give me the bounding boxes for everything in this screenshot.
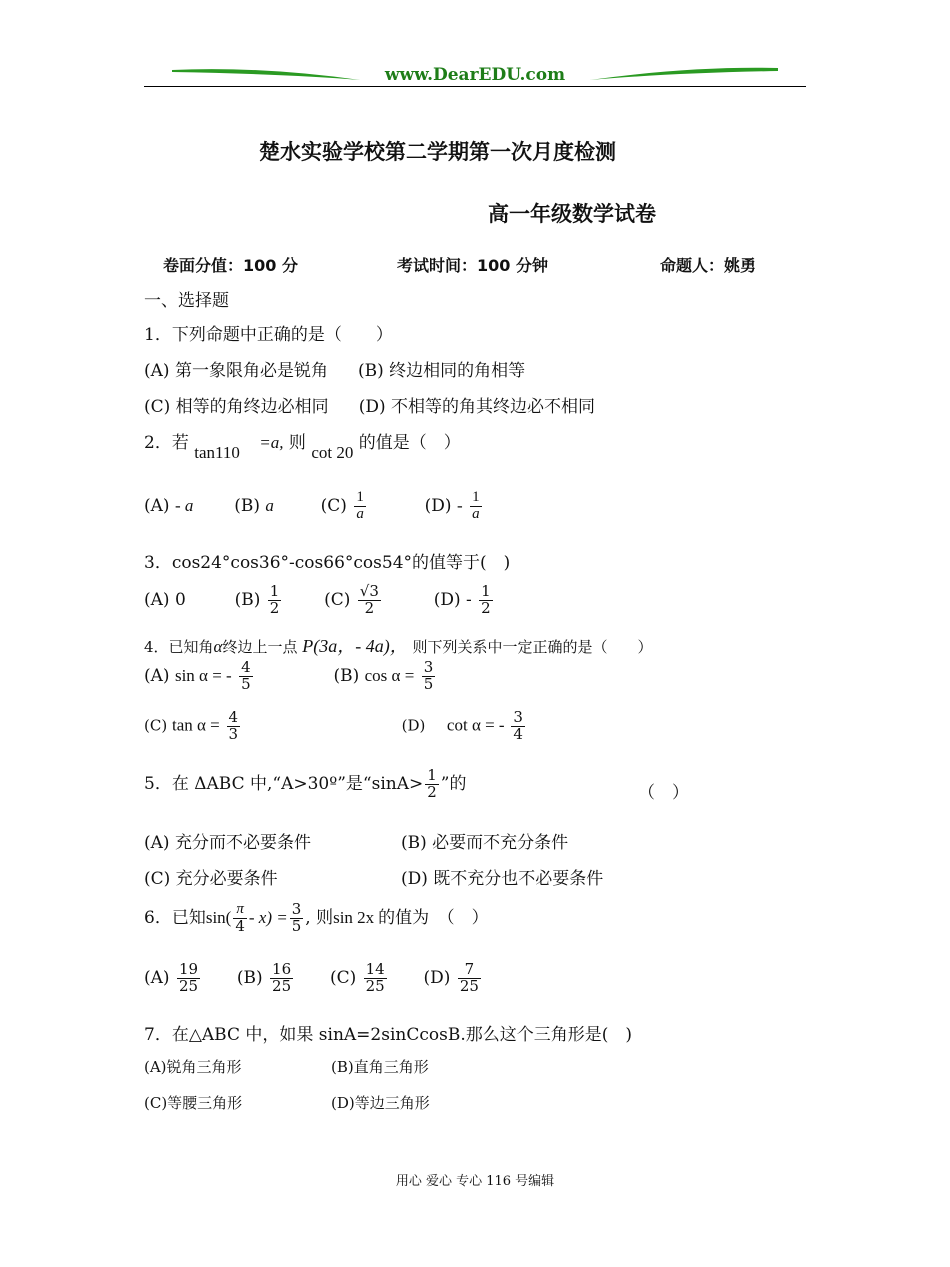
q6-option-d-label: (D) — [423, 967, 451, 988]
q3-b-num: 1 — [269, 582, 280, 600]
q4-d-den: 4 — [513, 724, 523, 743]
q4-option-b-fraction — [422, 660, 436, 693]
q2-options — [144, 490, 484, 523]
q2-option-c-fraction — [354, 490, 366, 523]
q6-option-c-fraction — [364, 962, 387, 995]
q4-option-d-label: (D) — [401, 716, 426, 735]
q2-option-a-label: (A) — [144, 495, 170, 516]
q6-d-den: 25 — [459, 976, 479, 995]
q4-options-ab — [144, 660, 437, 693]
page-footer: 用心 爱心 专心 116 号编辑 — [395, 1174, 555, 1189]
q5-stem-text: 5．在 ΔABC 中,“A>30º”是“sinA> — [144, 773, 424, 794]
q4-c-num: 4 — [228, 708, 239, 726]
q2-expr-cot: cot 20 — [311, 443, 354, 462]
q6-option-b-fraction — [270, 962, 293, 995]
q4-b-den: 5 — [423, 674, 434, 693]
logo-text: www.DearEDU.com — [384, 65, 566, 85]
q7-option-c: (C)等腰三角形 — [144, 1094, 243, 1112]
q3-d-num: 1 — [481, 582, 491, 600]
q2-option-d-sign: - — [456, 495, 463, 515]
q2-c-den: a — [356, 505, 364, 522]
q4-option-c-expr: tan α = — [171, 715, 220, 735]
q7-option-d: (D)等边三角形 — [331, 1094, 430, 1112]
exam-title: 楚水实验学校第二学期第一次月度检测 — [259, 140, 616, 164]
q2-expr-eq: =a, — [259, 433, 284, 452]
q4-stem-b: 终边上一点 — [222, 638, 298, 656]
q6-option-a-fraction — [177, 962, 200, 995]
q4-option-d-fraction — [511, 710, 525, 743]
meta-author: 命题人：姚勇 — [660, 256, 757, 275]
q6-number: 6．已知 — [144, 907, 206, 928]
q5-option-c: (C) 充分必要条件 — [144, 869, 278, 889]
q6-then: , 则 — [305, 907, 334, 928]
q3-option-d-fraction — [479, 584, 493, 617]
q6-pi-fraction — [233, 902, 247, 935]
q6-mid: - x) = — [248, 907, 288, 927]
meta-time: 考试时间：100 分钟 — [397, 256, 548, 275]
q6-pi-num: π — [233, 902, 247, 919]
q3-option-c-fraction — [358, 584, 381, 617]
q7-option-a: (A)锐角三角形 — [144, 1058, 242, 1076]
q5-answer-paren: （ ） — [638, 783, 689, 803]
q4-b-num: 3 — [423, 658, 434, 676]
q4-option-a-label: (A) — [144, 665, 170, 686]
q3-options — [144, 584, 495, 617]
q4-stem-a: 4．已知角 — [144, 638, 214, 656]
q2-expr-tan: tan110 — [194, 443, 240, 462]
q4-option-b-expr: cos α = — [364, 665, 415, 685]
q6-stem — [144, 902, 489, 935]
q5-option-a: (A) 充分而不必要条件 — [144, 833, 311, 853]
q4-option-c-label: (C) — [144, 716, 168, 735]
q4-point: P(3a，- 4a)， — [302, 636, 408, 656]
q5-den: 2 — [427, 782, 437, 801]
q3-option-a: (A) 0 — [144, 589, 186, 610]
q2-option-c-label: (C) — [320, 495, 347, 516]
q3-c-num: √3 — [359, 582, 379, 600]
q4-a-den: 5 — [241, 674, 251, 693]
q4-options-cd — [144, 710, 527, 743]
q2-tail: 的值是（ ） — [358, 433, 461, 453]
q1-options-ab — [144, 356, 525, 381]
q3-c-den: 2 — [364, 598, 375, 617]
q3-option-b-label: (B) — [234, 589, 261, 610]
q6-pi-den: 4 — [235, 916, 245, 935]
q4-option-a-expr: sin α = - — [174, 665, 232, 685]
q4-option-c-fraction — [227, 710, 241, 743]
q5-num: 1 — [427, 766, 437, 784]
q6-d-num: 7 — [458, 962, 481, 979]
exam-subtitle: 高一年级数学试卷 — [488, 202, 656, 226]
q6-b-num: 16 — [272, 960, 292, 978]
q6-option-d-fraction — [458, 962, 481, 995]
q6-c-num: 14 — [365, 960, 385, 978]
q6-a-num: 19 — [178, 960, 199, 978]
q6-tail: 的值为 （ ） — [378, 907, 489, 928]
q1-stem: 1．下列命题中正确的是（ ） — [144, 325, 393, 345]
q7-option-b: (B)直角三角形 — [331, 1058, 429, 1076]
q4-alpha: α — [213, 637, 223, 656]
q2-option-b-label: (B) — [234, 495, 260, 516]
section-heading: 一、选择题 — [144, 291, 229, 311]
q2-option-d-fraction — [470, 490, 482, 523]
q2-d-num: 1 — [472, 489, 480, 505]
q6-a-den: 25 — [178, 976, 199, 995]
q1-option-c: (C) 相等的角终边必相同 — [144, 397, 329, 417]
q3-option-d-label: (D) - — [433, 589, 472, 610]
q2-c-num: 1 — [356, 489, 364, 505]
q3-b-den: 2 — [269, 598, 280, 617]
header-logo — [170, 62, 780, 88]
q5-options-ab — [144, 828, 311, 853]
q4-stem — [144, 632, 653, 658]
q6-b-den: 25 — [272, 976, 292, 995]
q6-r-den: 5 — [291, 916, 302, 935]
q3-stem: 3．cos24°cos36°-cos66°cos54°的值等于( ) — [144, 553, 511, 573]
q2-then: 则 — [288, 433, 306, 453]
q4-option-a-fraction — [239, 660, 253, 693]
q2-option-d-label: (D) — [424, 495, 452, 516]
q1-option-b: (B) 终边相同的角相等 — [357, 361, 526, 381]
q6-option-b-label: (B) — [236, 967, 263, 988]
q2-option-b-value: a — [265, 495, 274, 515]
q6-r-num: 3 — [291, 900, 302, 918]
q3-option-c-label: (C) — [324, 589, 351, 610]
q4-d-num: 3 — [513, 708, 523, 726]
q6-c-den: 25 — [365, 976, 385, 995]
q6-sin: sin( — [205, 907, 232, 927]
q2-d-den: a — [472, 505, 480, 522]
q6-options — [144, 962, 483, 995]
q4-stem-c: 则下列关系中一定正确的是（ ） — [412, 638, 653, 656]
q6-ratio-fraction — [290, 902, 304, 935]
q5-fraction — [425, 768, 439, 801]
q6-option-c-label: (C) — [329, 967, 357, 988]
q1-options-cd — [144, 392, 595, 417]
meta-score: 卷面分值：100 分 — [163, 256, 298, 275]
q4-c-den: 3 — [228, 724, 239, 743]
header-rule — [144, 86, 806, 87]
q2-stem — [144, 428, 461, 462]
q5-option-d: (D) 既不充分也不必要条件 — [401, 869, 604, 889]
q5-tail: ”的 — [440, 773, 467, 794]
q3-option-b-fraction — [268, 584, 282, 617]
q4-option-d-expr: cot α = - — [446, 715, 505, 735]
q4-option-b-label: (B) — [333, 665, 360, 686]
q3-d-den: 2 — [481, 598, 491, 617]
q5-stem — [144, 768, 467, 801]
q4-a-num: 4 — [241, 658, 251, 676]
q7-stem: 7．在△ABC 中，如果 sinA=2sinCcosB.那么这个三角形是( ) — [144, 1025, 632, 1045]
q2-option-a-value: - a — [174, 495, 194, 515]
q6-option-a-label: (A) — [144, 967, 170, 988]
q2-number: 2．若 — [144, 433, 189, 453]
q6-expr: sin 2x — [333, 907, 375, 927]
q5-option-b: (B) 必要而不充分条件 — [401, 833, 569, 853]
q1-option-a: (A) 第一象限角必是锐角 — [144, 361, 328, 381]
q1-option-d: (D) 不相等的角其终边必不相同 — [358, 397, 595, 417]
